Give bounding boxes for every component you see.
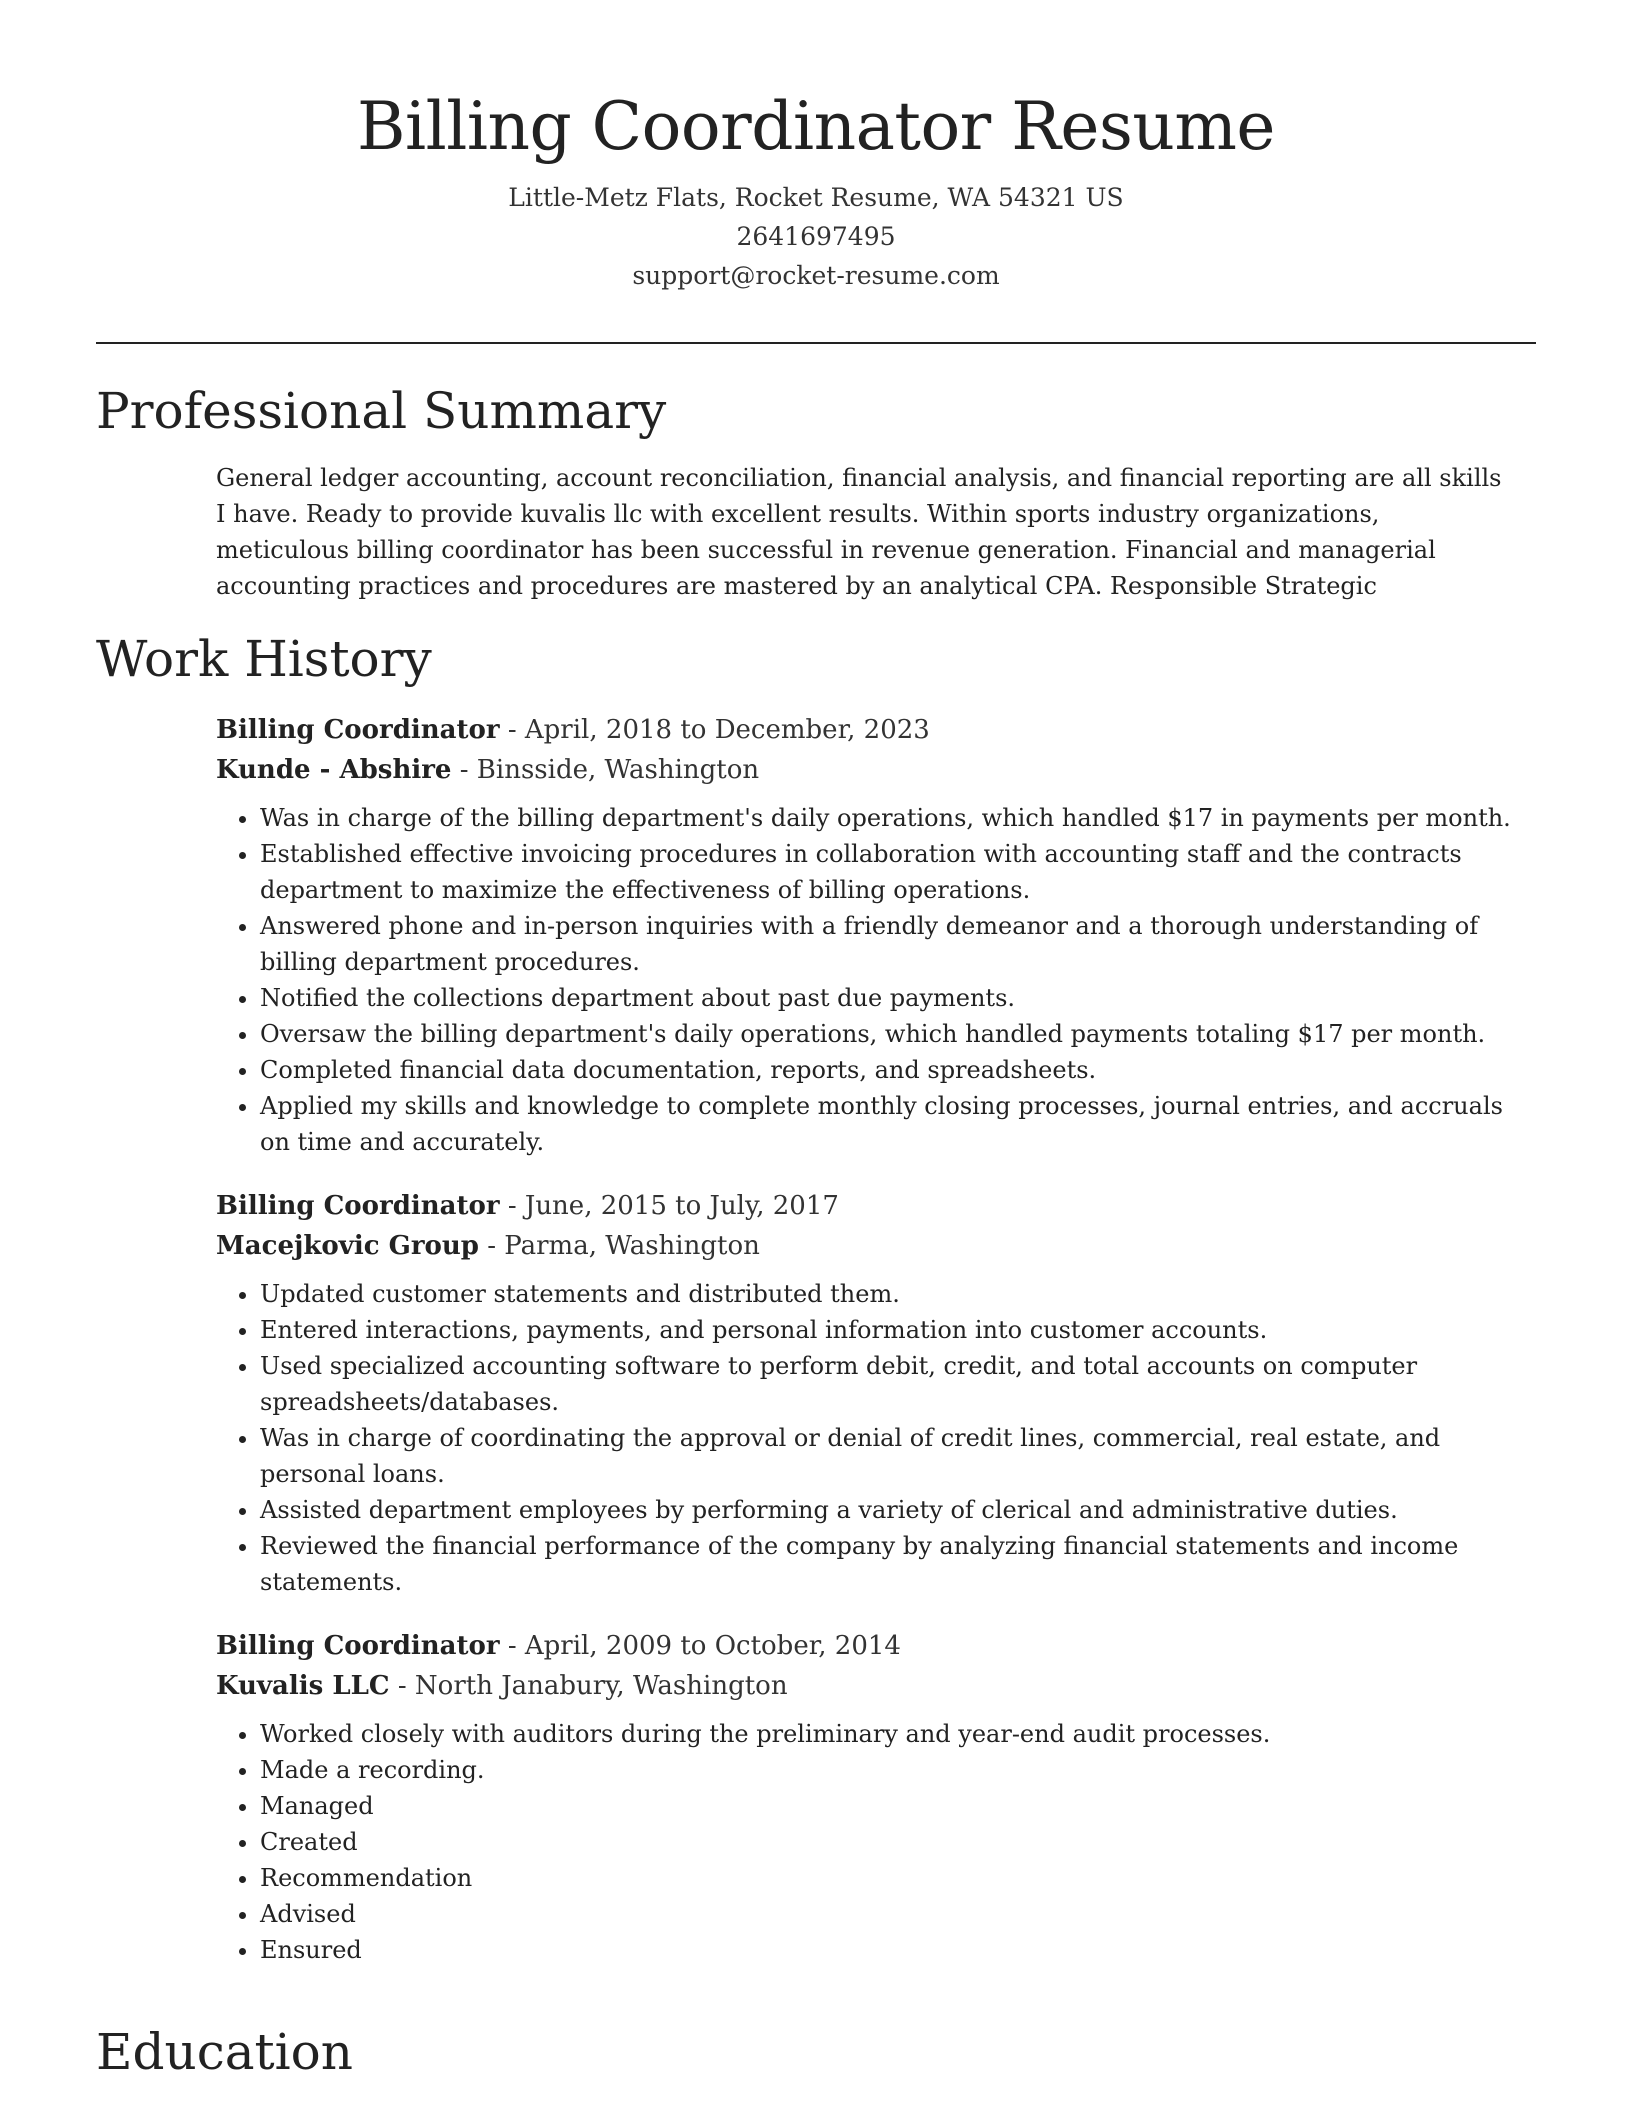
job-title-line: Billing Coordinator - April, 2009 to October, 2014: [216, 1631, 901, 1661]
job-company: Macejkovic Group: [216, 1231, 479, 1261]
job-company: Kuvalis LLC: [216, 1671, 390, 1701]
job-location: North Janabury, Washington: [414, 1671, 788, 1701]
list-item: • Reviewed the financial performance of the company by analyzing financial statements and income statements.: [260, 1528, 1516, 1600]
contact-address: Little-Metz Flats, Rocket Resume, WA 54321 US: [508, 183, 1124, 212]
list-item: • Recommendation: [260, 1860, 1516, 1896]
job-dates: April, 2009 to October, 2014: [524, 1631, 901, 1661]
list-item: • Made a recording.: [260, 1752, 1516, 1788]
section-title-summary: Professional Summary: [96, 382, 667, 440]
job-bullets: [216, 1716, 1516, 1968]
job-title-line: Billing Coordinator - April, 2018 to December, 2023: [216, 715, 930, 745]
section-title-education: Education: [96, 2023, 353, 2081]
resume-title: Billing Coordinator Resume: [357, 88, 1275, 165]
list-item: • Was in charge of the billing department's daily operations, which handled $17 in payments per month.: [260, 800, 1516, 836]
list-item: • Was in charge of coordinating the approval or denial of credit lines, commercial, real estate, and personal loans.: [260, 1420, 1516, 1492]
job-company: Kunde - Abshire: [216, 755, 452, 785]
job-dates: April, 2018 to December, 2023: [524, 715, 930, 745]
list-item: • Ensured: [260, 1932, 1516, 1968]
job-location: Binsside, Washington: [476, 755, 760, 785]
list-item: • Established effective invoicing procedures in collaboration with accounting staff and the contracts department to maximize the effectiveness of billing operations.: [260, 836, 1516, 908]
list-item: • Notified the collections department about past due payments.: [260, 980, 1516, 1016]
list-item: • Applied my skills and knowledge to complete monthly closing processes, journal entries, and accruals on time and accurately.: [260, 1088, 1516, 1160]
job-location: Parma, Washington: [504, 1231, 760, 1261]
summary-text: General ledger accounting, account reconciliation, financial analysis, and financial reporting are all skills I have. Ready to provide kuvalis llc with excellent results. Within sports industry organizations, meticulous billing coordinator has been successful in revenue generation. Financial and managerial accounting practices and procedures are mastered by an analytical CPA. Responsible Strategic: [216, 464, 1502, 600]
job-role: Billing Coordinator: [216, 715, 500, 745]
list-item: • Completed financial data documentation, reports, and spreadsheets.: [260, 1052, 1516, 1088]
list-item: • Created: [260, 1824, 1516, 1860]
list-item: • Entered interactions, payments, and personal information into customer accounts.: [260, 1312, 1516, 1348]
header-divider: [96, 342, 1536, 344]
job-role: Billing Coordinator: [216, 1191, 500, 1221]
contact-email: support@rocket-resume.com: [632, 261, 1000, 290]
job-title-line: Billing Coordinator - June, 2015 to July, 2017: [216, 1191, 839, 1221]
job-bullets: [216, 1276, 1516, 1600]
summary-section: [216, 460, 1516, 604]
job-entry: [216, 710, 1516, 1160]
job-company-line: Macejkovic Group - Parma, Washington: [216, 1231, 760, 1261]
job-company-line: Kunde - Abshire - Binsside, Washington: [216, 755, 760, 785]
contact-block: [0, 178, 1632, 295]
list-item: • Answered phone and in-person inquiries with a friendly demeanor and a thorough understanding of billing department procedures.: [260, 908, 1516, 980]
job-bullets: [216, 800, 1516, 1160]
resume-header: [0, 0, 1632, 295]
list-item: • Advised: [260, 1896, 1516, 1932]
work-history-section: [216, 710, 1516, 1994]
contact-phone: 2641697495: [736, 222, 896, 251]
list-item: • Managed: [260, 1788, 1516, 1824]
job-role: Billing Coordinator: [216, 1631, 500, 1661]
list-item: • Used specialized accounting software to perform debit, credit, and total accounts on computer spreadsheets/databases.: [260, 1348, 1516, 1420]
section-title-work-history: Work History: [96, 630, 432, 688]
list-item: • Oversaw the billing department's daily operations, which handled payments totaling $17 per month.: [260, 1016, 1516, 1052]
list-item: • Updated customer statements and distributed them.: [260, 1276, 1516, 1312]
list-item: • Worked closely with auditors during the preliminary and year-end audit processes.: [260, 1716, 1516, 1752]
list-item: • Assisted department employees by performing a variety of clerical and administrative duties.: [260, 1492, 1516, 1528]
job-entry: [216, 1626, 1516, 1968]
job-entry: [216, 1186, 1516, 1600]
job-dates: June, 2015 to July, 2017: [524, 1191, 839, 1221]
job-company-line: Kuvalis LLC - North Janabury, Washington: [216, 1671, 788, 1701]
